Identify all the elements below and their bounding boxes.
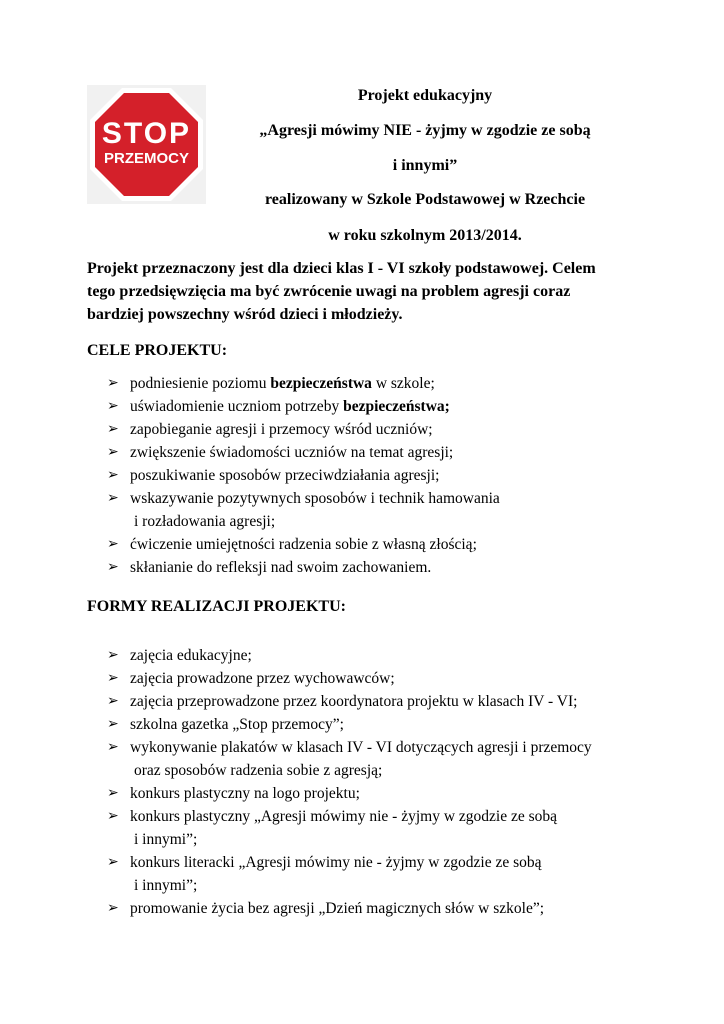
list-item: ➢ zajęcia prowadzone przez wychowawców;	[107, 667, 592, 690]
list-item: ➢ promowanie życia bez agresji „Dzień magicznych słów w szkole”;	[107, 897, 592, 920]
arrow-bullet-icon: ➢	[107, 376, 119, 391]
list-item: ➢ konkurs plastyczny „Agresji mówimy nie - żyjmy w zgodzie ze sobą i innymi”;	[107, 805, 592, 851]
intro-line-3: bardziej powszechny wśród dzieci i młodzieży.	[87, 306, 403, 323]
header-line-1: Projekt edukacyjny	[357, 87, 493, 104]
arrow-bullet-icon: ➢	[107, 560, 119, 575]
goals-list	[107, 372, 500, 579]
stop-sign-icon	[87, 85, 206, 204]
arrow-bullet-icon: ➢	[107, 694, 119, 709]
forms-list	[107, 644, 592, 920]
header-line-5: w roku szkolnym 2013/2014.	[328, 227, 522, 244]
arrow-bullet-icon: ➢	[107, 648, 119, 663]
intro-paragraph	[87, 257, 647, 326]
list-item: ➢ wykonywanie plakatów w klasach IV - VI dotyczących agresji i przemocy oraz sposobów radzenia sobie z agresją;	[107, 736, 592, 782]
arrow-bullet-icon: ➢	[107, 399, 119, 414]
intro-line-2: tego przedsięwzięcia ma być zwrócenie uwagi na problem agresji coraz	[87, 283, 571, 300]
header-line-4: realizowany w Szkole Podstawowej w Rzechcie	[264, 191, 586, 208]
arrow-bullet-icon: ➢	[107, 445, 119, 460]
list-item: ➢ skłanianie do refleksji nad swoim zachowaniem.	[107, 556, 500, 579]
arrow-bullet-icon: ➢	[107, 901, 119, 916]
header-line-3: i innymi”	[392, 157, 458, 174]
arrow-bullet-icon: ➢	[107, 740, 119, 755]
arrow-bullet-icon: ➢	[107, 537, 119, 552]
list-item: ➢ podniesienie poziomu bezpieczeństwa w szkole;	[107, 372, 500, 395]
list-item: ➢ zajęcia przeprowadzone przez koordynatora projektu w klasach IV - VI;	[107, 690, 592, 713]
arrow-bullet-icon: ➢	[107, 717, 119, 732]
logo-przemocy-text: PRZEMOCY	[103, 150, 190, 167]
list-item: ➢ uświadomienie uczniom potrzeby bezpieczeństwa;	[107, 395, 500, 418]
forms-section-title: FORMY REALIZACJI PROJEKTU:	[87, 598, 346, 615]
stop-przemocy-logo	[87, 85, 206, 204]
list-item: ➢ ćwiczenie umiejętności radzenia sobie z własną złością;	[107, 533, 500, 556]
list-item: ➢ zajęcia edukacyjne;	[107, 644, 592, 667]
list-item: ➢ wskazywanie pozytywnych sposobów i technik hamowania i rozładowania agresji;	[107, 487, 500, 533]
arrow-bullet-icon: ➢	[107, 809, 119, 824]
logo-stop-text: STOP	[101, 117, 192, 150]
list-item: ➢ zwiększenie świadomości uczniów na temat agresji;	[107, 441, 500, 464]
list-item: ➢ poszukiwanie sposobów przeciwdziałania agresji;	[107, 464, 500, 487]
list-item: ➢ szkolna gazetka „Stop przemocy”;	[107, 713, 592, 736]
arrow-bullet-icon: ➢	[107, 855, 119, 870]
intro-line-1: Projekt przeznaczony jest dla dzieci klas I - VI szkoły podstawowej. Celem	[87, 260, 596, 277]
goals-section-title: CELE PROJEKTU:	[87, 342, 228, 359]
arrow-bullet-icon: ➢	[107, 786, 119, 801]
list-item: ➢ konkurs plastyczny na logo projektu;	[107, 782, 592, 805]
header-line-2: „Agresji mówimy NIE - żyjmy w zgodzie ze sobą	[259, 122, 591, 139]
list-item: ➢ konkurs literacki „Agresji mówimy nie - żyjmy w zgodzie ze sobą i innymi”;	[107, 851, 592, 897]
list-item: ➢ zapobieganie agresji i przemocy wśród uczniów;	[107, 418, 500, 441]
arrow-bullet-icon: ➢	[107, 491, 119, 506]
arrow-bullet-icon: ➢	[107, 671, 119, 686]
arrow-bullet-icon: ➢	[107, 468, 119, 483]
arrow-bullet-icon: ➢	[107, 422, 119, 437]
